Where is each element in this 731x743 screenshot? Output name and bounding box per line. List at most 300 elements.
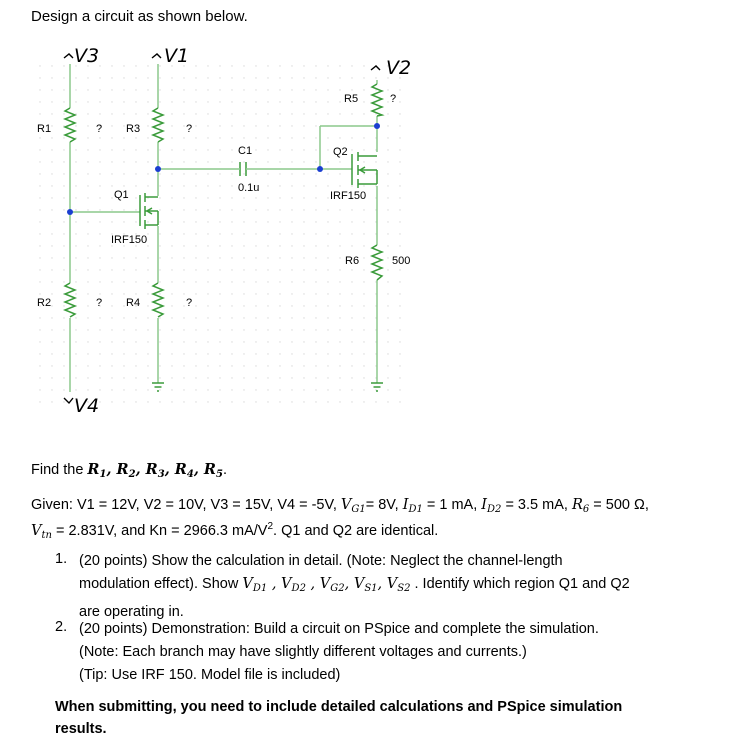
grid-dot (75, 293, 76, 294)
grid-dot (75, 281, 76, 282)
grid-dot (207, 269, 208, 270)
grid-dot (147, 341, 148, 342)
grid-dot (315, 185, 316, 186)
given-r6: = 500 Ω, (593, 497, 649, 513)
grid-dot (123, 101, 124, 102)
grid-dot (387, 233, 388, 234)
grid-dot (75, 329, 76, 330)
grid-dot (87, 137, 88, 138)
grid-dot (279, 173, 280, 174)
grid-dot (135, 269, 136, 270)
grid-dot (387, 293, 388, 294)
grid-dot (123, 89, 124, 90)
grid-dot (63, 149, 64, 150)
grid-dot (351, 341, 352, 342)
grid-dot (243, 365, 244, 366)
grid-dot (255, 377, 256, 378)
grid-dot (195, 185, 196, 186)
grid-dot (63, 161, 64, 162)
grid-dot (399, 269, 400, 270)
grid-dot (159, 197, 160, 198)
grid-dot (303, 281, 304, 282)
grid-dot (231, 341, 232, 342)
grid-dot (51, 77, 52, 78)
grid-dot (39, 173, 40, 174)
grid-dot (111, 113, 112, 114)
grid-dot (303, 101, 304, 102)
grid-dot (303, 125, 304, 126)
grid-dot (327, 293, 328, 294)
grid-dot (291, 173, 292, 174)
grid-dot (99, 221, 100, 222)
grid-dot (195, 341, 196, 342)
grid-dot (51, 221, 52, 222)
grid-dot (315, 281, 316, 282)
grid-dot (231, 209, 232, 210)
grid-dot (231, 257, 232, 258)
grid-dot (279, 257, 280, 258)
grid-dot (291, 329, 292, 330)
grid-dot (279, 209, 280, 210)
grid-dot (207, 113, 208, 114)
grid-dot (243, 197, 244, 198)
grid-dot (219, 113, 220, 114)
grid-dot (363, 305, 364, 306)
grid-dot (387, 89, 388, 90)
grid-dot (279, 329, 280, 330)
grid-dot (75, 185, 76, 186)
given-prefix: Given: (31, 497, 73, 513)
grid-dot (267, 401, 268, 402)
r1-value: ? (96, 123, 103, 135)
grid-dot (99, 65, 100, 66)
grid-dot (219, 197, 220, 198)
grid-dot (111, 173, 112, 174)
grid-dot (75, 197, 76, 198)
grid-dot (87, 365, 88, 366)
grid-dot (387, 353, 388, 354)
grid-dot (63, 269, 64, 270)
grid-dot (387, 101, 388, 102)
grid-dot (243, 77, 244, 78)
rail-v2 (371, 57, 411, 79)
grid-dot (279, 293, 280, 294)
grid-dot (339, 293, 340, 294)
grid-dot (339, 221, 340, 222)
grid-dot (207, 221, 208, 222)
given-v3: V3 = 15V, (210, 497, 274, 513)
grid-dot (231, 281, 232, 282)
grid-dot (351, 377, 352, 378)
grid-dot (171, 137, 172, 138)
grid-dot (243, 89, 244, 90)
grid-dot (147, 281, 148, 282)
grid-dot (135, 137, 136, 138)
grid-dot (231, 221, 232, 222)
grid-dot (123, 257, 124, 258)
grid-dot (51, 401, 52, 402)
grid-dot (303, 329, 304, 330)
q2-model: IRF150 (330, 190, 367, 202)
grid-dot (147, 149, 148, 150)
grid-dot (183, 221, 184, 222)
grid-dot (111, 317, 112, 318)
grid-dot (195, 197, 196, 198)
grid-dot (387, 401, 388, 402)
grid-dot (195, 281, 196, 282)
grid-dot (243, 305, 244, 306)
grid-dot (291, 293, 292, 294)
grid-dot (267, 329, 268, 330)
given-vg1: = 8V, (365, 497, 399, 513)
grid-dot (171, 173, 172, 174)
grid-dot (207, 185, 208, 186)
grid-dot (315, 137, 316, 138)
grid-dot (363, 65, 364, 66)
grid-dot (39, 77, 40, 78)
grid-dot (75, 377, 76, 378)
grid-dot (327, 221, 328, 222)
grid-dot (135, 221, 136, 222)
grid-dot (99, 353, 100, 354)
grid-dot (183, 209, 184, 210)
grid-dot (315, 269, 316, 270)
grid-dot (99, 113, 100, 114)
grid-dot (303, 137, 304, 138)
grid-dot (255, 65, 256, 66)
grid-dot (303, 293, 304, 294)
grid-dot (267, 317, 268, 318)
grid-dot (351, 185, 352, 186)
grid-dot (339, 257, 340, 258)
grid-dot (303, 185, 304, 186)
grid-dot (207, 401, 208, 402)
grid-dot (231, 389, 232, 390)
grid-dot (147, 401, 148, 402)
grid-dot (183, 353, 184, 354)
grid-dot (339, 245, 340, 246)
grid-dot (183, 161, 184, 162)
grid-dot (267, 185, 268, 186)
grid-dot (99, 389, 100, 390)
grid-dot (99, 209, 100, 210)
grid-dot (351, 89, 352, 90)
grid-dot (195, 317, 196, 318)
grid-dot (99, 293, 100, 294)
find-suffix: . (222, 462, 227, 478)
grid-dot (351, 113, 352, 114)
grid-dot (231, 317, 232, 318)
grid-dot (231, 185, 232, 186)
grid-dot (243, 269, 244, 270)
grid-dot (243, 353, 244, 354)
grid-dot (279, 317, 280, 318)
grid-dot (219, 317, 220, 318)
grid-dot (87, 101, 88, 102)
page-heading: Design a circuit as shown below. (31, 8, 248, 25)
grid-dot (147, 89, 148, 90)
grid-dot (291, 125, 292, 126)
given-v4: V4 = -5V, (277, 497, 337, 513)
grid-dot (375, 77, 376, 78)
grid-dot (399, 305, 400, 306)
grid-dot (39, 197, 40, 198)
r2-name: R2 (37, 297, 52, 309)
task-2-number: 2. (55, 619, 68, 635)
grid-dot (99, 173, 100, 174)
grid-dot (207, 209, 208, 210)
grid-dot (231, 77, 232, 78)
grid-dot (195, 389, 196, 390)
grid-dot (207, 149, 208, 150)
grid-dot (267, 257, 268, 258)
grid-dot (171, 149, 172, 150)
grid-dot (219, 161, 220, 162)
grid-dot (159, 185, 160, 186)
mosfet-q1 (111, 189, 158, 246)
grid-dot (279, 137, 280, 138)
grid-dot (363, 221, 364, 222)
grid-dot (147, 101, 148, 102)
grid-dot (327, 197, 328, 198)
grid-dot (99, 341, 100, 342)
grid-dot (87, 185, 88, 186)
grid-dot (351, 77, 352, 78)
grid-dot (183, 269, 184, 270)
grid-dot (39, 233, 40, 234)
grid-dot (231, 245, 232, 246)
grid-dot (399, 233, 400, 234)
ground-symbol-q1 (152, 383, 164, 391)
grid-dot (327, 341, 328, 342)
grid-dot (207, 125, 208, 126)
grid-dot (267, 209, 268, 210)
grid-dot (219, 137, 220, 138)
grid-dot (363, 401, 364, 402)
grid-dot (99, 233, 100, 234)
grid-dot (39, 293, 40, 294)
grid-dot (207, 389, 208, 390)
grid-dot (327, 365, 328, 366)
grid-dot (219, 125, 220, 126)
grid-dot (195, 173, 196, 174)
r1-name: R1 (37, 123, 52, 135)
grid-dot (75, 77, 76, 78)
grid-dot (243, 389, 244, 390)
grid-dot (267, 197, 268, 198)
given-v2: V2 = 10V, (143, 497, 207, 513)
grid-dot (303, 377, 304, 378)
task-2-text (79, 619, 599, 685)
grid-dot (39, 137, 40, 138)
grid-dot (279, 353, 280, 354)
grid-dot (243, 161, 244, 162)
grid-dot (291, 389, 292, 390)
grid-dot (399, 341, 400, 342)
grid-dot (99, 137, 100, 138)
grid-dot (399, 137, 400, 138)
grid-dot (99, 89, 100, 90)
grid-dot (75, 233, 76, 234)
submit-note-line1: When submitting, you need to include detailed calculations and PSpice simulation (55, 699, 623, 715)
grid-dot (219, 209, 220, 210)
grid-dot (171, 353, 172, 354)
grid-dot (123, 281, 124, 282)
grid-dot (159, 281, 160, 282)
given-line-2: $V_{tn} = 2.831V$, and Kn = 2966.3 $mA/V^2$. Q1 and Q2 are identical. (31, 521, 439, 541)
grid-dot (87, 77, 88, 78)
grid-dot (99, 377, 100, 378)
given-vtn: = 2.831V, and Kn = 2966.3 mA/V (55, 522, 268, 539)
grid-dot (75, 161, 76, 162)
grid-dot (375, 161, 376, 162)
grid-dot (39, 89, 40, 90)
grid-dot (291, 341, 292, 342)
grid-dot (99, 269, 100, 270)
grid-dot (63, 257, 64, 258)
ground-symbol-q2 (371, 383, 383, 391)
grid-dot (195, 245, 196, 246)
grid-dot (267, 245, 268, 246)
grid-dot (327, 353, 328, 354)
grid-dot (387, 365, 388, 366)
grid-dot (363, 113, 364, 114)
grid-dot (87, 197, 88, 198)
grid-dot (255, 197, 256, 198)
grid-dot (75, 173, 76, 174)
grid-dot (279, 365, 280, 366)
grid-dot (315, 365, 316, 366)
grid-dot (183, 389, 184, 390)
grid-dot (303, 305, 304, 306)
grid-dot (363, 377, 364, 378)
grid-dot (339, 377, 340, 378)
grid-dot (207, 161, 208, 162)
grid-dot (75, 209, 76, 210)
grid-dot (111, 185, 112, 186)
grid-dot (255, 293, 256, 294)
grid-dot (351, 293, 352, 294)
grid-dot (195, 125, 196, 126)
grid-dot (159, 125, 160, 126)
grid-dot (255, 365, 256, 366)
grid-dot (111, 329, 112, 330)
grid-dot (159, 149, 160, 150)
grid-dot (243, 293, 244, 294)
grid-dot (159, 317, 160, 318)
grid-dot (255, 389, 256, 390)
grid-dot (135, 197, 136, 198)
q1-model: IRF150 (111, 234, 148, 246)
grid-dot (159, 101, 160, 102)
grid-dot (219, 305, 220, 306)
grid-dot (171, 221, 172, 222)
grid-dot (267, 137, 268, 138)
grid-dot (255, 77, 256, 78)
grid-dot (351, 401, 352, 402)
grid-dot (231, 101, 232, 102)
grid-dot (231, 401, 232, 402)
grid-dot (339, 353, 340, 354)
grid-dot (255, 125, 256, 126)
grid-dot (159, 401, 160, 402)
grid-dot (87, 329, 88, 330)
grid-dot (219, 389, 220, 390)
grid-dot (231, 149, 232, 150)
grid-dot (219, 377, 220, 378)
grid-dot (267, 389, 268, 390)
grid-dot (267, 353, 268, 354)
grid-dot (183, 305, 184, 306)
grid-dot (51, 137, 52, 138)
grid-dot (171, 101, 172, 102)
grid-dot (303, 341, 304, 342)
grid-dot (207, 245, 208, 246)
grid-dot (123, 209, 124, 210)
grid-dot (291, 353, 292, 354)
grid-dot (183, 377, 184, 378)
grid-dot (99, 281, 100, 282)
grid-dot (231, 113, 232, 114)
grid-dot (147, 245, 148, 246)
grid-dot (75, 149, 76, 150)
grid-dot (339, 329, 340, 330)
grid-dot (171, 365, 172, 366)
grid-dot (351, 137, 352, 138)
grid-dot (327, 149, 328, 150)
grid-dot (135, 101, 136, 102)
grid-dot (243, 221, 244, 222)
grid-dot (339, 317, 340, 318)
grid-dot (279, 125, 280, 126)
grid-dot (87, 353, 88, 354)
grid-dot (111, 89, 112, 90)
grid-dot (327, 377, 328, 378)
grid-dot (351, 329, 352, 330)
task-1-text (79, 551, 630, 622)
grid-dot (195, 329, 196, 330)
grid-dot (183, 281, 184, 282)
grid-dot (219, 149, 220, 150)
grid-dot (63, 365, 64, 366)
grid-dot (387, 389, 388, 390)
grid-dot (399, 353, 400, 354)
grid-dot (147, 365, 148, 366)
grid-dot (171, 113, 172, 114)
grid-dot (339, 233, 340, 234)
grid-dot (111, 377, 112, 378)
grid-dot (303, 209, 304, 210)
grid-dot (339, 269, 340, 270)
grid-dot (39, 353, 40, 354)
grid-dot (267, 281, 268, 282)
grid-dot (159, 233, 160, 234)
q2-name: Q2 (333, 146, 348, 158)
grid-dot (111, 137, 112, 138)
grid-dot (87, 317, 88, 318)
grid-dot (99, 365, 100, 366)
grid-dot (159, 269, 160, 270)
task-2-line2: (Note: Each branch may have slightly different voltages and currents.) (79, 644, 527, 660)
grid-dot (111, 209, 112, 210)
grid-dot (219, 221, 220, 222)
grid-dot (171, 281, 172, 282)
grid-dot (399, 281, 400, 282)
grid-dot (315, 257, 316, 258)
grid-dot (327, 281, 328, 282)
grid-dot (219, 401, 220, 402)
grid-dot (255, 221, 256, 222)
